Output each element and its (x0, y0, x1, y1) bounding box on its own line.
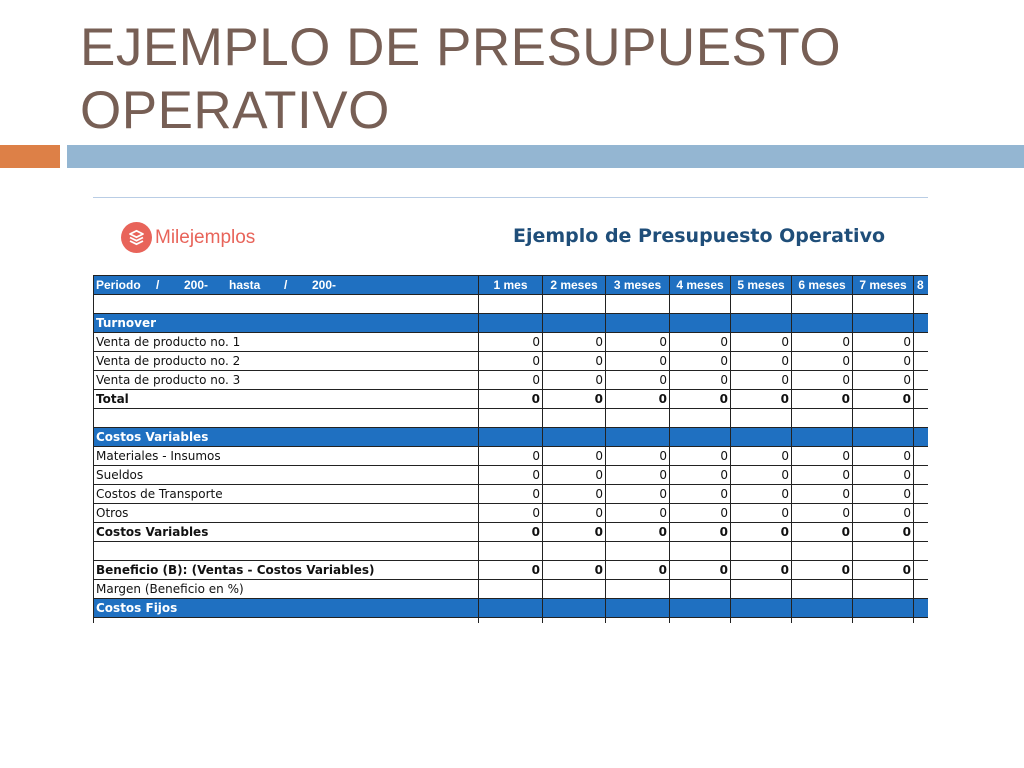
month-header: 5 meses (731, 276, 792, 295)
table-row (94, 333, 929, 352)
value-cell: 0 (479, 523, 543, 542)
total-row (94, 523, 929, 542)
value-cell: 0 (670, 352, 731, 371)
spreadsheet-image (93, 197, 928, 623)
section-label: Costos Variables (94, 428, 479, 447)
logo-text: Milejemplos (155, 226, 256, 248)
value-cell: 0 (479, 466, 543, 485)
row-label: Venta de producto no. 3 (94, 371, 479, 390)
value-cell: 0 (606, 523, 670, 542)
value-cell: 0 (853, 352, 914, 371)
value-cell: 0 (792, 390, 853, 409)
value-cell: 0 (543, 447, 606, 466)
period-hasta: hasta (229, 278, 261, 292)
value-cell: 0 (479, 352, 543, 371)
value-cell: 0 (731, 447, 792, 466)
month-header: 1 mes (479, 276, 543, 295)
month-header: 7 meses (853, 276, 914, 295)
value-cell: 0 (792, 561, 853, 580)
value-cell: 0 (670, 561, 731, 580)
value-cell: 0 (479, 447, 543, 466)
header-row (94, 276, 929, 295)
row-label: Venta de producto no. 1 (94, 333, 479, 352)
section-row-costos-fijos (94, 599, 929, 618)
total-row (94, 390, 929, 409)
value-cell: 0 (731, 466, 792, 485)
row-label: Costos Variables (94, 523, 479, 542)
row-label: Otros (94, 504, 479, 523)
milejemplos-logo (121, 222, 255, 253)
table-row (94, 504, 929, 523)
month-header: 8 (914, 276, 929, 295)
value-cell: 0 (479, 333, 543, 352)
month-header: 3 meses (606, 276, 670, 295)
row-label: Margen (Beneficio en %) (94, 580, 479, 599)
value-cell: 0 (792, 485, 853, 504)
value-cell: 0 (853, 371, 914, 390)
period-from: 200- (184, 278, 209, 292)
value-cell: 0 (606, 466, 670, 485)
table-row (94, 580, 929, 599)
value-cell: 0 (543, 504, 606, 523)
value-cell: 0 (543, 466, 606, 485)
value-cell: 0 (606, 371, 670, 390)
value-cell: 0 (479, 485, 543, 504)
value-cell: 0 (670, 523, 731, 542)
value-cell: 0 (670, 333, 731, 352)
table-row-clipped (94, 618, 929, 624)
value-cell: 0 (731, 333, 792, 352)
value-cell: 0 (606, 390, 670, 409)
value-cell: 0 (792, 352, 853, 371)
row-label: Materiales - Insumos (94, 447, 479, 466)
value-cell: 0 (670, 504, 731, 523)
value-cell: 0 (731, 485, 792, 504)
period-cell (94, 276, 479, 295)
row-label: Venta de producto no. 2 (94, 352, 479, 371)
accent-bar-orange (0, 145, 60, 168)
value-cell: 0 (670, 447, 731, 466)
row-label: Total (94, 390, 479, 409)
table-row (94, 447, 929, 466)
row-label: Sueldos (94, 466, 479, 485)
blank-row (94, 295, 929, 314)
value-cell: 0 (731, 561, 792, 580)
value-cell: 0 (853, 466, 914, 485)
period-label: Periodo (96, 278, 141, 292)
value-cell: 0 (543, 390, 606, 409)
value-cell: 0 (731, 523, 792, 542)
value-cell: 0 (853, 333, 914, 352)
slide-title-line1: EJEMPLO DE PRESUPUESTO (80, 18, 842, 77)
value-cell: 0 (792, 466, 853, 485)
value-cell: 0 (606, 333, 670, 352)
value-cell: 0 (792, 371, 853, 390)
month-header: 6 meses (792, 276, 853, 295)
value-cell: 0 (479, 371, 543, 390)
row-label: Beneficio (B): (Ventas - Costos Variables) (94, 561, 479, 580)
period-sep: / (284, 278, 288, 292)
value-cell: 0 (853, 390, 914, 409)
value-cell: 0 (543, 523, 606, 542)
value-cell: 0 (479, 504, 543, 523)
table-row (94, 352, 929, 371)
month-header: 2 meses (543, 276, 606, 295)
value-cell: 0 (731, 504, 792, 523)
period-sep: / (156, 278, 160, 292)
slide-title (80, 16, 1000, 142)
value-cell: 0 (792, 504, 853, 523)
value-cell: 0 (606, 352, 670, 371)
accent-bar-blue (67, 145, 1024, 168)
table-row (94, 371, 929, 390)
value-cell: 0 (606, 504, 670, 523)
value-cell: 0 (543, 485, 606, 504)
value-cell: 0 (670, 390, 731, 409)
value-cell: 0 (543, 352, 606, 371)
value-cell: 0 (606, 561, 670, 580)
value-cell: 0 (853, 523, 914, 542)
value-cell: 0 (479, 390, 543, 409)
value-cell: 0 (853, 561, 914, 580)
section-label: Turnover (94, 314, 479, 333)
section-row-turnover (94, 314, 929, 333)
value-cell: 0 (853, 485, 914, 504)
budget-table (93, 275, 928, 623)
value-cell: 0 (670, 466, 731, 485)
value-cell: 0 (853, 447, 914, 466)
sheet-title: Ejemplo de Presupuesto Operativo (513, 225, 886, 247)
sheet-top-border (93, 197, 928, 198)
value-cell: 0 (853, 504, 914, 523)
slide-title-line2: OPERATIVO (80, 81, 390, 140)
value-cell: 0 (606, 447, 670, 466)
layers-icon (121, 222, 152, 253)
section-label: Costos Fijos (94, 599, 479, 618)
value-cell: 0 (543, 371, 606, 390)
value-cell: 0 (543, 561, 606, 580)
value-cell: 0 (670, 371, 731, 390)
value-cell: 0 (479, 561, 543, 580)
table-row (94, 485, 929, 504)
value-cell: 0 (543, 333, 606, 352)
month-header: 4 meses (670, 276, 731, 295)
value-cell: 0 (731, 371, 792, 390)
value-cell: 0 (731, 390, 792, 409)
value-cell: 0 (670, 485, 731, 504)
value-cell: 0 (792, 523, 853, 542)
value-cell: 0 (792, 333, 853, 352)
value-cell: 0 (731, 352, 792, 371)
value-cell: 0 (792, 447, 853, 466)
value-cell: 0 (606, 485, 670, 504)
beneficio-row (94, 561, 929, 580)
row-label: Costos de Transporte (94, 485, 479, 504)
blank-row (94, 542, 929, 561)
period-to: 200- (312, 278, 337, 292)
table-row (94, 466, 929, 485)
section-row-costos-variables (94, 428, 929, 447)
blank-row (94, 409, 929, 428)
